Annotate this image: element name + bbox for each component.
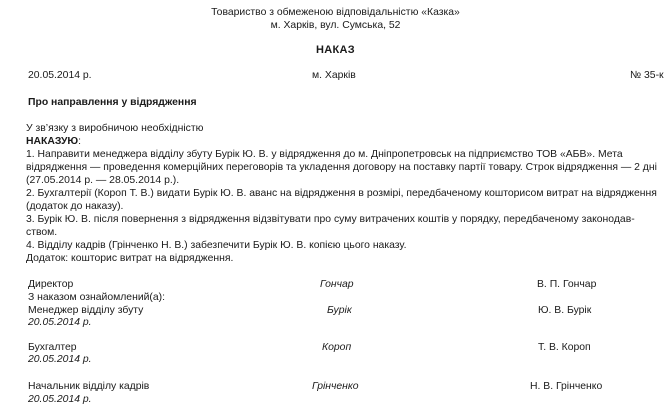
order-colon: : (78, 136, 82, 147)
order-line-3: (27.05.2014 р. — 28.05.2014 р.). (26, 175, 180, 186)
order-word: НАКАЗУЮ (26, 136, 79, 147)
order-line-5: (додаток до наказу). (26, 201, 124, 212)
order-line-7: ством. (26, 227, 58, 238)
document-number: № 35-к (630, 70, 664, 81)
accountant-date: 20.05.2014 р. (28, 354, 92, 365)
manager-name: Ю. В. Бурік (538, 305, 592, 316)
director-name: В. П. Гончар (537, 279, 597, 290)
order-directive (26, 135, 668, 148)
order-line-1: 1. Направити менеджера відділу збуту Бурік Ю. В. у відрядження до м. Дніпропетровськ на підприємство ТОВ «АБВ». Мета (26, 149, 623, 160)
accountant-name: Т. В. Короп (538, 342, 591, 353)
director-signature: Гончар (320, 279, 354, 290)
hr-name: Н. В. Грінченко (530, 381, 603, 392)
document-date: 20.05.2014 р. (28, 70, 92, 81)
order-body (26, 122, 668, 265)
accountant-signature: Короп (322, 342, 352, 353)
order-line-2: відрядження — проведення комерційних переговорів та укладення договору на поставку партії товару. Строк відрядження — 2 дні (26, 162, 657, 173)
hr-signature-row (0, 380, 671, 393)
accountant-signature-row (0, 341, 671, 354)
document-subject: Про направлення у відрядження (28, 97, 197, 108)
hr-role: Начальник відділу кадрів (28, 381, 150, 392)
manager-date: 20.05.2014 р. (28, 317, 92, 328)
director-signature-row (0, 278, 671, 291)
order-reason: У зв’язку з виробничою необхідністю (26, 123, 204, 134)
order-line-6: 3. Бурік Ю. В. після повернення з відрядження відзвітувати про суму витрачених коштів у порядку, передбаченому законодав- (26, 214, 635, 225)
order-line-4: 2. Бухгалтерії (Короп Т. В.) видати Бурік Ю. В. аванс на відрядження в розмірі, передбаченому кошторисом витрат на відрядження (26, 188, 657, 199)
organization-address: м. Харків, вул. Сумська, 52 (270, 20, 401, 31)
manager-signature-row (0, 304, 671, 317)
document-title: НАКАЗ (316, 44, 355, 56)
document-city: м. Харків (312, 70, 356, 81)
manager-signature: Бурік (327, 305, 352, 316)
acquainted-label: З наказом ознайомлений(а): (28, 292, 166, 303)
hr-date: 20.05.2014 р. (28, 394, 92, 405)
order-appendix: Додаток: кошторис витрат на відрядження. (26, 253, 234, 264)
director-role: Директор (28, 279, 74, 290)
order-line-8: 4. Відділу кадрів (Грінченко Н. В.) забезпечити Бурік Ю. В. копією цього наказу. (26, 240, 407, 251)
hr-signature: Грінченко (312, 381, 359, 392)
organization-name: Товариство з обмеженою відповідальністю «Казка» (211, 7, 460, 18)
manager-role: Менеджер відділу збуту (28, 305, 144, 316)
accountant-role: Бухгалтер (28, 342, 77, 353)
